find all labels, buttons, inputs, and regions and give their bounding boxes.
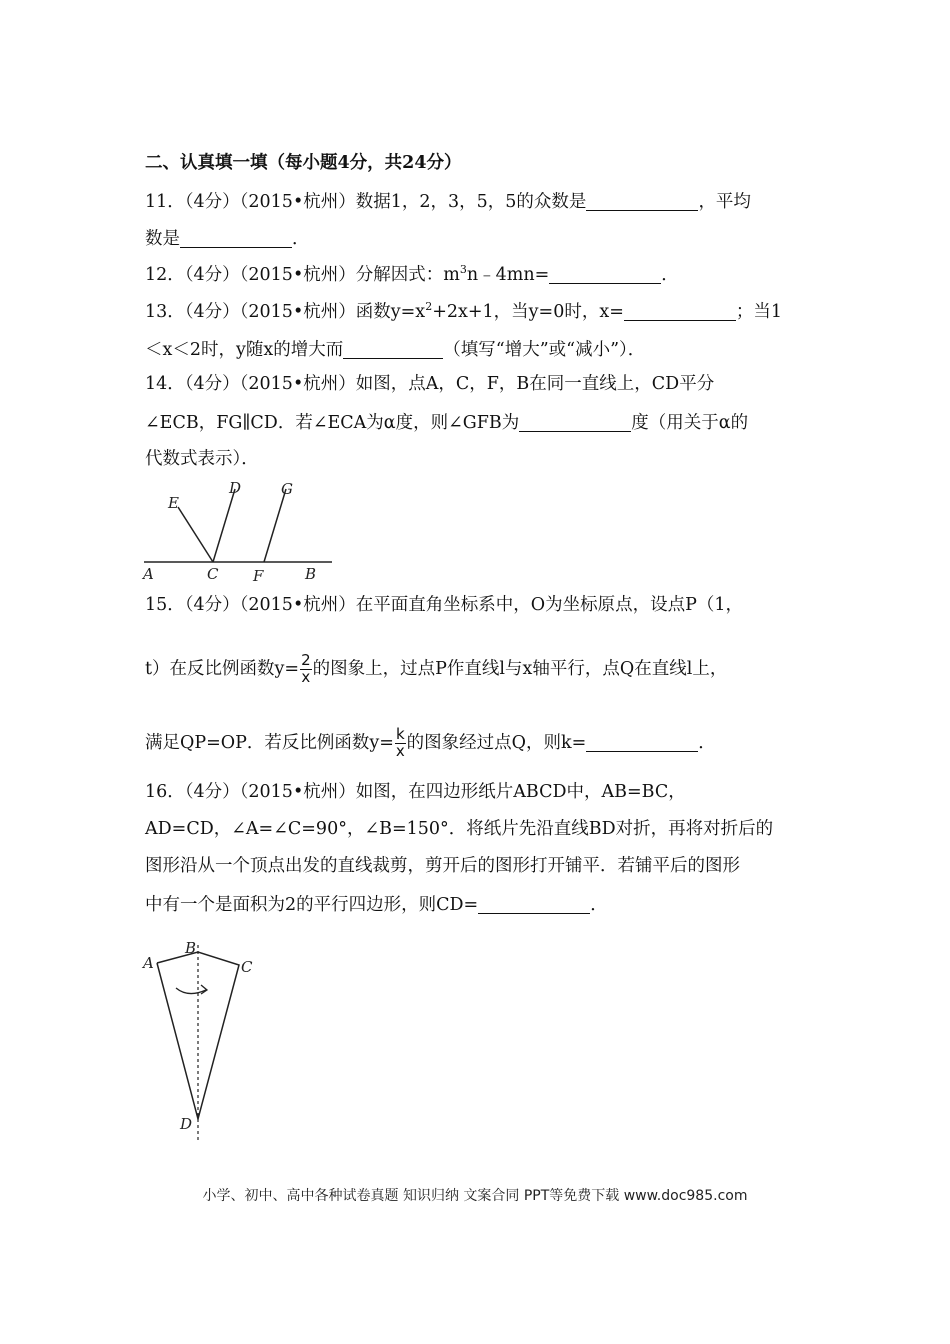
fraction-k-over-x: $\frac{k}{x}$ [395, 725, 405, 760]
question-16-line-3: 图形沿从一个顶点出发的直线裁剪，剪开后的图形打开铺平．若铺平后的图形 [145, 856, 740, 876]
label-g: G [281, 480, 293, 498]
question-15-line-2: t）在反比例函数y= $\frac{2}{x}$ 的图象上，过点P作直线l与x轴平行，点Q在直线l上， [145, 651, 728, 686]
answer-blank-13b[interactable] [343, 340, 443, 359]
answer-blank-16[interactable] [478, 895, 590, 914]
answer-blank-15[interactable] [586, 733, 698, 752]
fold-arrow [176, 988, 206, 994]
question-12: 12．（4分）（2015•杭州）分解因式：$m^3n﹣4mn=$ ． [145, 263, 679, 285]
question-16-line-1: 16．（4分）（2015•杭州）如图，在四边形纸片ABCD中，AB=BC， [145, 782, 686, 802]
question-11-line-1: 11．（4分）（2015•杭州）数据1，2，3，5，5的众数是 ，平均 [145, 192, 751, 212]
answer-blank-11b[interactable] [180, 229, 292, 248]
answer-blank-12[interactable] [549, 265, 661, 284]
section-heading: 二、认真填一填（每小题4分，共24分） [145, 153, 462, 173]
fold-arrow-head [201, 985, 207, 994]
figure-16-diagram [140, 935, 270, 1145]
answer-blank-13a[interactable] [624, 302, 736, 321]
label-a: A [143, 565, 154, 583]
label-b: B [305, 565, 317, 583]
question-16-line-2: AD=CD，∠A=∠C=90°，∠B=150°．将纸片先沿直线BD对折，再将对折后的 [145, 819, 774, 839]
question-13-line-1: 13．（4分）（2015•杭州）函数$y=x^2+2x+1$，当y=0时，x= ；当1 [145, 300, 783, 322]
label-d: D [229, 479, 242, 497]
question-15-line-1: 15．（4分）（2015•杭州）在平面直角坐标系中，O为坐标原点，设点P（1， [145, 595, 744, 615]
label-b: B [185, 939, 197, 957]
label-f: F [253, 567, 264, 585]
question-13-line-2: ＜x＜2时，y随x的增大而 （填写“增大”或“减小”）． [145, 340, 646, 360]
fraction-2-over-x: $\frac{2}{x}$ [301, 651, 311, 686]
ray-fg [264, 489, 286, 562]
label-e: E [168, 494, 179, 512]
page-footer: 小学、初中、高中各种试卷真题 知识归纳 文案合同 PPT等免费下载 www.doc985.com [202, 1188, 748, 1204]
label-c: C [207, 565, 219, 583]
label-c: C [241, 958, 253, 976]
ray-cd [213, 489, 235, 562]
answer-blank-14[interactable] [519, 413, 631, 432]
figure-14-diagram [140, 475, 340, 585]
label-a: A [143, 954, 154, 972]
question-14-line-2: ∠ECB，FG∥CD．若∠ECA为α度，则∠GFB为 度（用关于α的 [145, 413, 749, 433]
question-16-line-4: 中有一个是面积为2的平行四边形，则CD= ． [145, 895, 608, 915]
answer-blank-11a[interactable] [586, 192, 698, 211]
question-15-line-3: 满足QP=OP．若反比例函数y= $\frac{k}{x}$ 的图象经过点Q，则k= ． [145, 725, 716, 760]
question-14-line-1: 14．（4分）（2015•杭州）如图，点A，C，F，B在同一直线上，CD平分 [145, 374, 715, 394]
question-14-line-3: 代数式表示）． [145, 449, 259, 469]
label-d: D [180, 1115, 193, 1133]
ray-ce [178, 507, 213, 562]
question-11-line-2: 数是 ． [145, 229, 310, 249]
